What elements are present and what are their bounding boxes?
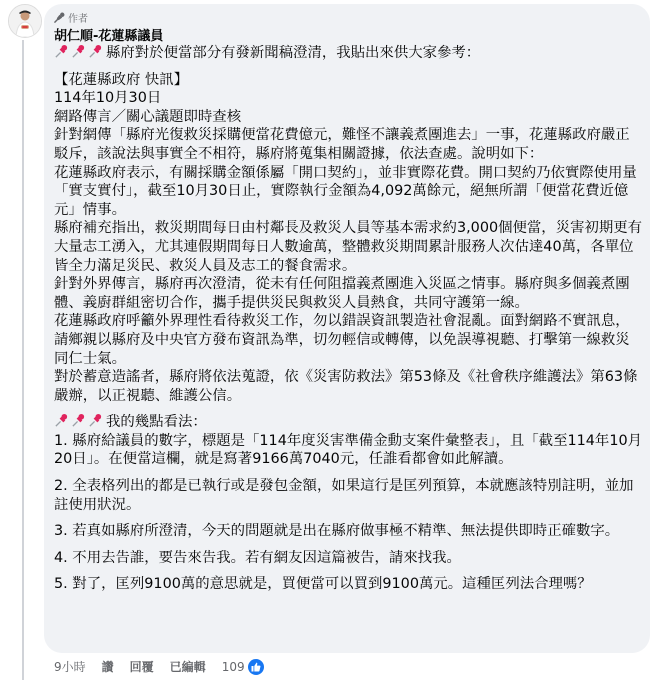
pushpin-icon [88, 44, 103, 59]
press-release-paragraph: 針對外界傳言，縣府再次澄清，從未有任何阻擋義煮團進入災區之情事。縣府與多個義煮團體、義廚群組密切合作，攜手提供災民與救災人員熱食，共同守護第一線。 [54, 276, 630, 311]
pushpin-icon [88, 413, 103, 428]
comment-body [54, 44, 644, 594]
thumbs-up-icon[interactable] [248, 659, 264, 675]
thread-line [22, 40, 24, 680]
opinion-item: 3. 若真如縣府所澄清，今天的問題就是出在縣府做事極不精準、無法提供即時正確數字。 [54, 523, 620, 540]
comment-actions [54, 658, 264, 675]
press-release-paragraph: 針對網傳「縣府光復救災採購便當花費億元，難怪不讓義煮團進去」一事，花蓮縣政府嚴正駁斥，該說法與事實全不相符，縣府將蒐集相關證據，依法查處。說明如下： [54, 127, 630, 162]
pushpin-icons [54, 44, 105, 59]
pushpin-icons [54, 413, 105, 428]
author-name-link[interactable]: 胡仁順-花蓮縣議員 [54, 29, 164, 44]
pushpin-icon [54, 413, 69, 428]
pushpin-icon [71, 44, 86, 59]
reaction-count[interactable]: 109 [221, 659, 245, 674]
opinion-heading [54, 413, 644, 432]
opinion-item: 2. 全表格列出的都是已執行或是發包金額，如果這行是匡列預算，本就應該特別註明，並加註使用狀況。 [54, 478, 634, 513]
thumbs-up-glyph-icon [251, 662, 261, 672]
opinion-item: 4. 不用去告誰，要告來告我。若有網友因這篇被告，請來找我。 [54, 549, 461, 566]
author-badge [54, 10, 88, 25]
press-release-paragraph: 對於蓄意造謠者，縣府將依法蒐證，依《災害防救法》第53條及《社會秩序維護法》第63條嚴辦，以正視聽、維護公信。 [54, 369, 638, 404]
avatar[interactable] [8, 4, 42, 38]
press-release-date: 114年10月30日 [54, 90, 162, 107]
intro-line [54, 44, 644, 63]
timestamp-link[interactable]: 9小時 [54, 660, 86, 674]
microphone-icon [54, 12, 65, 23]
opinion-item: 5. 對了，匡列9100萬的意思就是，買便當可以買到9100萬元。這種匡列法合理嗎？ [54, 576, 592, 593]
press-release-paragraph: 花蓮縣政府表示，有關採購金額係屬「開口契約」，並非實際花費。開口契約乃依實際使用量「實支實付」，截至10月30日止，實際執行金額為4,092萬餘元，絕無所謂「便當花費近億元」情事。 [54, 164, 637, 218]
opinion-item: 1. 縣府給議員的數字，標題是「114年度災害準備金動支案件彙整表」，且「截至114年10月20日」。在便當這欄，就是寫著9166萬7040元，任誰看都會如此解讀。 [54, 432, 643, 468]
press-release-heading: 【花蓮縣政府 快訊】 [54, 71, 189, 88]
opinion-heading-text: 我的幾點看法： [106, 414, 207, 431]
reply-button[interactable]: 回覆 [129, 660, 154, 674]
person-avatar-icon [9, 5, 41, 37]
press-release-category: 網路傳言／關心議題即時查核 [54, 108, 242, 125]
like-button[interactable]: 讚 [101, 660, 114, 674]
press-release [54, 71, 644, 406]
edited-label[interactable]: 已編輯 [169, 660, 206, 674]
pushpin-icon [54, 44, 69, 59]
author-badge-label: 作者 [68, 14, 88, 25]
intro-text: 縣府對於便當部分有發新聞稿澄清，我貼出來供大家參考： [106, 45, 481, 61]
pushpin-icon [71, 413, 86, 428]
press-release-paragraph: 花蓮縣政府呼籲外界理性看待救災工作，勿以錯誤資訊製造社會混亂。面對網路不實訊息，請鄉親以縣府及中央官方發布資訊為準，切勿輕信或轉傳，以免誤導視聽、打擊第一線救災同仁士氣。 [54, 313, 630, 367]
press-release-paragraph: 縣府補充指出，救災期間每日由村鄰長及救災人員等基本需求約3,000個便當，災害初期更有大量志工湧入，尤其連假期間每日人數逾萬，整體救災期間累計服務人次估達40萬，各單位皆全力滿足災民、救災人員及志工的餐食需求。 [54, 220, 643, 274]
